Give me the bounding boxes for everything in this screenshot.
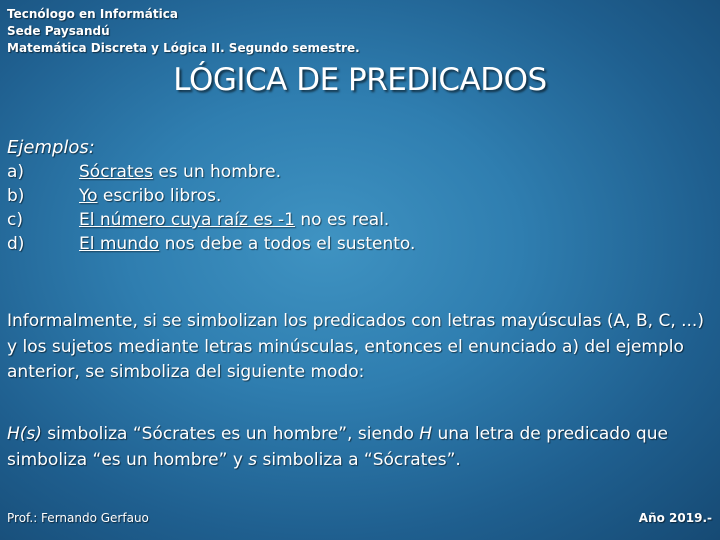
footer-year: Año 2019.- [638, 511, 712, 525]
example-letter: b) [7, 186, 25, 206]
example-predicate: escribo libros. [97, 186, 222, 206]
example-letter: c) [7, 210, 23, 230]
footer-author: Prof.: Fernando Gerfauo [7, 511, 149, 525]
symbolization-text: simboliza a “Sócrates”. [257, 449, 461, 470]
subject-letter: s [248, 449, 258, 470]
explanation-paragraph: Informalmente, si se simbolizan los predicados con letras mayúsculas (A, B, C, ...) y los sujetos mediante letras minúsculas, entonces el enunciado a) del ejemplo anterior, se simboliza del siguiente modo: [7, 311, 704, 382]
example-subject: El número cuya raíz es -1 [79, 210, 295, 230]
example-predicate: no es real. [295, 210, 390, 230]
example-predicate: es un hombre. [152, 162, 282, 182]
course-header [7, 6, 360, 57]
example-predicate: nos debe a todos el sustento. [159, 234, 416, 254]
examples-heading: Ejemplos: [7, 137, 95, 158]
example-item-b [7, 184, 415, 208]
symbolization-text: una letra de predicado que simboliza “es un hombre” y [7, 424, 668, 470]
formula-hs: H(s) [7, 424, 42, 444]
predicate-letter: H [419, 424, 433, 444]
example-item-c [7, 208, 415, 232]
symbolization-text: simboliza “Sócrates es un hombre”, siendo [41, 424, 420, 444]
symbolization-paragraph [7, 422, 715, 473]
header-line-course: Matemática Discreta y Lógica II. Segundo semestre. [7, 41, 360, 55]
header-line-program: Tecnólogo en Informática [7, 7, 178, 21]
slide-title-text: LÓGICA DE PREDICADOS [173, 62, 547, 98]
example-subject: El mundo [79, 234, 160, 254]
example-letter: a) [7, 162, 25, 182]
example-letter: d) [7, 234, 25, 254]
examples-block [7, 136, 415, 256]
example-item-d [7, 232, 415, 256]
slide-title [0, 62, 720, 98]
header-line-campus: Sede Paysandú [7, 24, 110, 38]
example-item-a [7, 160, 415, 184]
example-subject: Sócrates [79, 162, 153, 182]
example-subject: Yo [79, 186, 98, 206]
